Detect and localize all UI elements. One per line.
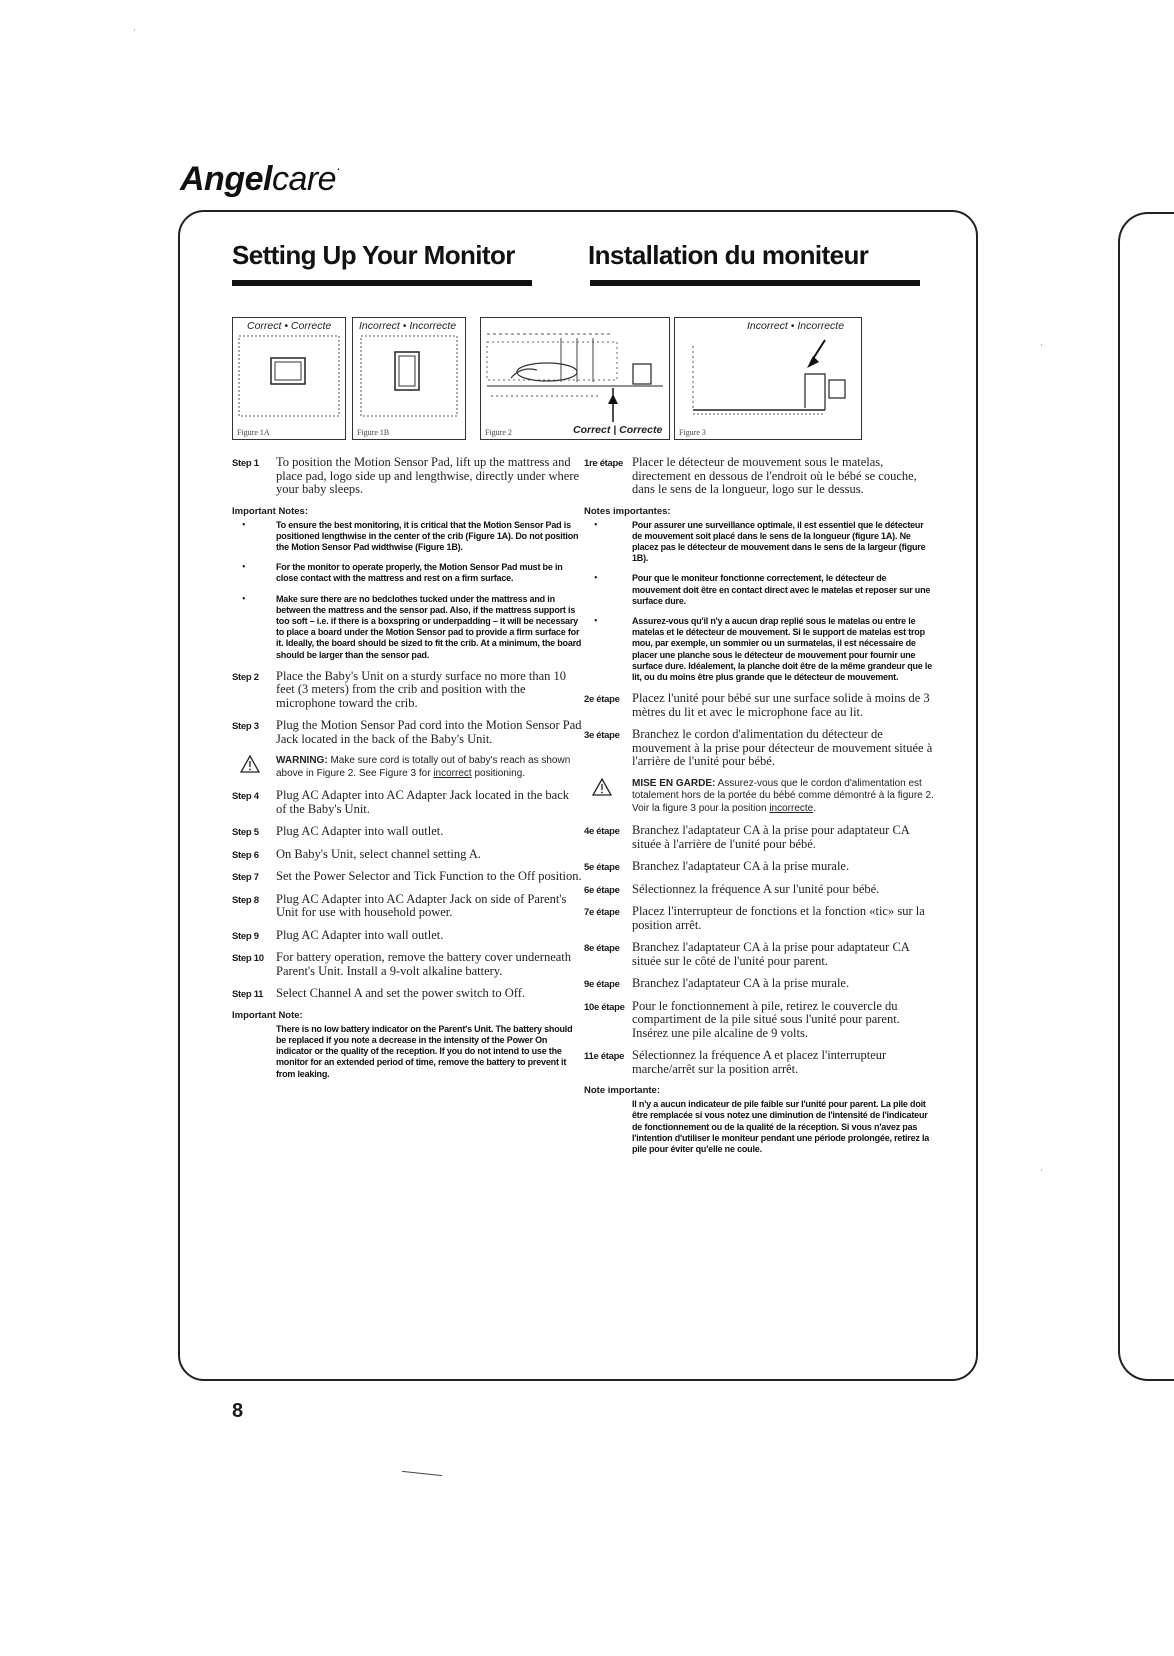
heading-rule-left bbox=[232, 280, 532, 286]
important-notes-title-fr: Notes importantes: bbox=[584, 505, 671, 517]
step-11-fr bbox=[584, 1049, 934, 1076]
step-text: Branchez l'adaptateur CA à la prise pour adaptateur CA située à l'arrière de l'unité pour bébé. bbox=[632, 823, 910, 851]
bullet-icon: • bbox=[242, 593, 246, 605]
figure-2-caption: Correct | Correcte bbox=[573, 424, 663, 436]
step-5-fr bbox=[584, 860, 934, 874]
figure-1a bbox=[232, 317, 346, 440]
step-text: Placer le détecteur de mouvement sous le matelas, directement en dessous de l'endroit où le bébé se couche, dans le sens de la longueur, logo sur le dessus. bbox=[632, 455, 917, 496]
step-text: Plug the Motion Sensor Pad cord into the Motion Sensor Pad Jack located in the back of the Baby's Unit. bbox=[276, 718, 582, 746]
note-1-fr bbox=[584, 520, 934, 565]
step-9-fr bbox=[584, 977, 934, 991]
brand-mark: · bbox=[336, 160, 341, 176]
battery-note-fr bbox=[584, 1099, 934, 1155]
warning-triangle-icon bbox=[232, 755, 276, 780]
bullet-icon: • bbox=[242, 519, 246, 531]
warning-tail: positioning. bbox=[471, 767, 526, 779]
warning-body: Assurez-vous que le cordon d'alimentation est totalement hors de la portée du bébé comme démontré à la figure 2. Voir la figure 3 pour la position bbox=[632, 777, 934, 814]
note-text: Pour que le moniteur fonctionne correctement, le détecteur de mouvement doit être en contact direct avec le matelas et reposer sur une surface dure. bbox=[632, 573, 931, 606]
heading-english: Setting Up Your Monitor bbox=[232, 240, 515, 270]
important-note-title-fr: Note importante: bbox=[584, 1085, 660, 1097]
warning-bold: WARNING: bbox=[276, 755, 328, 767]
step-label: Step 3 bbox=[232, 721, 259, 733]
step-label: Step 7 bbox=[232, 872, 259, 884]
step-7-fr bbox=[584, 905, 934, 932]
note-text: Pour assurer une surveillance optimale, il est essentiel que le détecteur de mouvement soit placé dans le sens de la longueur (figure 1A). Ne placez pas le détecteur de mouvement dans le sens de la largeur (figure 1B). bbox=[632, 519, 926, 564]
note-text: There is no low battery indicator on the Parent's Unit. The battery should be replaced if you note a decrease in the intensity of the Power On indicator or the quality of the reception. If you do not intend to use the monitor for an extended period of time, remove the battery to prevent it from leaking. bbox=[276, 1023, 573, 1079]
step-10-en bbox=[232, 951, 582, 978]
figure-2 bbox=[480, 317, 670, 440]
step-label: Step 11 bbox=[232, 989, 264, 1001]
note-2-en bbox=[232, 562, 582, 584]
step-text: Branchez l'adaptateur CA à la prise pour adaptateur CA située sur le côté de l'unité pour parent. bbox=[632, 940, 910, 968]
step-3-fr bbox=[584, 728, 934, 769]
step-label: Step 2 bbox=[232, 671, 259, 683]
next-page-frame-edge bbox=[1118, 212, 1174, 1381]
note-text: Make sure there are no bedclothes tucked under the mattress and in between the mattress and the sensor pad. Also, if the mattress support is too soft – i.e. if there is a boxspring or underpadding – it will be necessary to place a board under the Motion Sensor pad to provide a firm surface for it. Ideally, the board should be sized to fit the crib. At a minimum, the board should be larger than the sensor pad. bbox=[276, 593, 582, 660]
note-text: To ensure the best monitoring, it is critical that the Motion Sensor Pad is positioned lengthwise in the center of the crib (Figure 1A). Do not position the Motion Sensor Pad widthwise (Figure 1B). bbox=[276, 519, 579, 552]
battery-note-en bbox=[232, 1024, 582, 1080]
step-text: Set the Power Selector and Tick Function to the Off position. bbox=[276, 869, 582, 884]
step-label: 5e étape bbox=[584, 862, 620, 874]
step-3-en bbox=[232, 719, 582, 746]
step-2-en bbox=[232, 670, 582, 711]
step-label: Step 5 bbox=[232, 827, 259, 839]
important-note-title-en: Important Note: bbox=[232, 1009, 303, 1021]
step-label: Step 9 bbox=[232, 930, 259, 942]
figure-3-drawing bbox=[675, 318, 861, 439]
scan-speck: · bbox=[1040, 1165, 1043, 1175]
note-2-fr bbox=[584, 573, 934, 607]
warning-underlined: incorrect bbox=[433, 767, 472, 779]
step-4-en bbox=[232, 789, 582, 816]
step-9-en bbox=[232, 929, 582, 943]
step-text: Place the Baby's Unit on a sturdy surface no more than 10 feet (3 meters) from the crib and position with the microphone toward the crib. bbox=[276, 668, 567, 710]
warning-body: Make sure cord is totally out of baby's reach as shown above in Figure 2. See Figure 3 for bbox=[276, 755, 571, 779]
step-label: 2e étape bbox=[584, 694, 620, 706]
step-text: Select Channel A and set the power switch to Off. bbox=[276, 986, 526, 1001]
warning-underlined: incorrecte bbox=[769, 802, 814, 814]
step-text: Sélectionnez la fréquence A et placez l'interrupteur marche/arrêt sur la position arrêt. bbox=[632, 1048, 887, 1076]
note-text: Il n'y a aucun indicateur de pile faible sur l'unité pour parent. La pile doit être remplacée si vous notez une diminution de l'intensité de l'indicateur de fonctionnement ou de la qualité de la réception. Si vous n'avez pas l'intention d'utiliser le moniteur pendant une période prolongée, retirez la pile pour éviter qu'elle ne coule. bbox=[632, 1099, 930, 1154]
scan-stroke bbox=[402, 1471, 442, 1476]
note-3-en bbox=[232, 594, 582, 661]
step-label: 11e étape bbox=[584, 1051, 625, 1063]
step-10-fr bbox=[584, 1000, 934, 1041]
step-label: 4e étape bbox=[584, 826, 620, 838]
step-text: To position the Motion Sensor Pad, lift up the mattress and place pad, logo side up and lengthwise, directly under where your baby sleeps. bbox=[276, 455, 580, 496]
page-number: 8 bbox=[232, 1400, 244, 1422]
bullet-icon: • bbox=[594, 615, 598, 627]
step-label: 7e étape bbox=[584, 907, 620, 919]
step-text: Pour le fonctionnement à pile, retirez le couvercle du compartiment de la pile situé sous l'unité pour parent. Insérez une pile alcaline de 9 volts. bbox=[632, 998, 900, 1040]
step-11-en bbox=[232, 987, 582, 1001]
step-1-en bbox=[232, 456, 582, 497]
figure-3 bbox=[674, 317, 862, 440]
step-label: 8e étape bbox=[584, 943, 620, 955]
warning-fr bbox=[584, 778, 934, 816]
figure-2-label: Figure 2 bbox=[485, 428, 512, 437]
step-label: 6e étape bbox=[584, 884, 620, 896]
step-text: Plug AC Adapter into AC Adapter Jack located in the back of the Baby's Unit. bbox=[276, 788, 569, 816]
note-text: For the monitor to operate properly, the Motion Sensor Pad must be in close contact with the mattress and rest on a firm surface. bbox=[276, 562, 563, 584]
step-text: Plug AC Adapter into AC Adapter Jack on side of Parent's Unit for use with household power. bbox=[276, 891, 567, 920]
warning-text bbox=[276, 755, 582, 780]
step-text: On Baby's Unit, select channel setting A. bbox=[276, 846, 481, 861]
step-7-en bbox=[232, 870, 582, 884]
step-label: Step 10 bbox=[232, 953, 264, 965]
step-text: Sélectionnez la fréquence A sur l'unité pour bébé. bbox=[632, 881, 880, 896]
step-6-fr bbox=[584, 883, 934, 897]
step-text: Branchez le cordon d'alimentation du détecteur de mouvement à la prise pour détecteur de mouvement située à l'arrière de l'unité pour bébé. bbox=[632, 727, 933, 769]
figure-3-label: Figure 3 bbox=[679, 428, 706, 437]
english-column bbox=[232, 456, 582, 1089]
heading-french: Installation du moniteur bbox=[588, 240, 869, 270]
bullet-icon: • bbox=[594, 573, 598, 585]
brand-light: care bbox=[271, 160, 337, 198]
figure-1a-caption: Correct • Correcte bbox=[247, 320, 332, 332]
step-label: Step 4 bbox=[232, 791, 259, 803]
step-text: Plug AC Adapter into wall outlet. bbox=[276, 927, 444, 942]
important-notes-title-en: Important Notes: bbox=[232, 505, 308, 517]
warning-tail: . bbox=[813, 802, 816, 814]
step-label: 10e étape bbox=[584, 1001, 625, 1013]
figure-1a-drawing bbox=[233, 318, 345, 439]
step-text: Plug AC Adapter into wall outlet. bbox=[276, 824, 444, 839]
note-3-fr bbox=[584, 616, 934, 683]
brand-logo bbox=[180, 160, 340, 199]
figure-3-caption: Incorrect • Incorrecte bbox=[747, 320, 845, 332]
step-label: Step 6 bbox=[232, 849, 259, 861]
figure-1b-label: Figure 1B bbox=[357, 428, 390, 437]
scan-speck: · bbox=[1040, 340, 1043, 350]
step-4-fr bbox=[584, 824, 934, 851]
bullet-icon: • bbox=[594, 519, 598, 531]
warning-triangle-icon bbox=[584, 778, 632, 816]
warning-en bbox=[232, 755, 582, 780]
step-label: 3e étape bbox=[584, 730, 620, 742]
step-1-fr bbox=[584, 456, 934, 497]
step-label: Step 8 bbox=[232, 894, 259, 906]
step-5-en bbox=[232, 825, 582, 839]
heading-rule-right bbox=[590, 280, 920, 286]
step-8-en bbox=[232, 893, 582, 920]
bullet-icon: • bbox=[242, 562, 246, 574]
step-text: Placez l'interrupteur de fonctions et la fonction «tic» sur la position arrêt. bbox=[632, 904, 925, 932]
scan-speck: · bbox=[133, 25, 136, 35]
step-label: 1re étape bbox=[584, 458, 624, 469]
figure-1b bbox=[352, 317, 466, 440]
figure-1b-caption: Incorrect • Incorrecte bbox=[359, 320, 457, 332]
step-8-fr bbox=[584, 941, 934, 968]
figure-1a-label: Figure 1A bbox=[237, 428, 270, 437]
brand-bold: Angel bbox=[180, 160, 272, 198]
step-text: Branchez l'adaptateur CA à la prise murale. bbox=[632, 859, 850, 874]
step-label: Step 1 bbox=[232, 458, 259, 469]
step-label: 9e étape bbox=[584, 979, 620, 991]
step-text: For battery operation, remove the battery cover underneath Parent's Unit. Install a 9-volt alkaline battery. bbox=[276, 950, 572, 978]
figure-1b-drawing bbox=[353, 318, 465, 439]
note-text: Assurez-vous qu'il n'y a aucun drap replié sous le matelas ou entre le matelas et le détecteur de mouvement. Si le support de matelas est trop mou, par exemple, un sommier ou un surmatelas, il est nécessaire de placer une planche sous le détecteur de mouvement pour fournir une surface dure. Idéalement, la planche doit être de la même grandeur que le lit, ou du moins être plus grande que le détecteur de mouvement. bbox=[632, 615, 933, 682]
warning-text bbox=[632, 778, 934, 816]
step-6-en bbox=[232, 848, 582, 862]
step-2-fr bbox=[584, 692, 934, 719]
step-text: Branchez l'adaptateur CA à la prise murale. bbox=[632, 976, 850, 991]
note-1-en bbox=[232, 520, 582, 554]
step-text: Placez l'unité pour bébé sur une surface solide à moins de 3 mètres du lit et avec le microphone face au lit. bbox=[632, 691, 930, 719]
figure-2-drawing bbox=[481, 318, 669, 439]
french-column bbox=[584, 456, 934, 1164]
warning-bold: MISE EN GARDE: bbox=[632, 777, 716, 789]
